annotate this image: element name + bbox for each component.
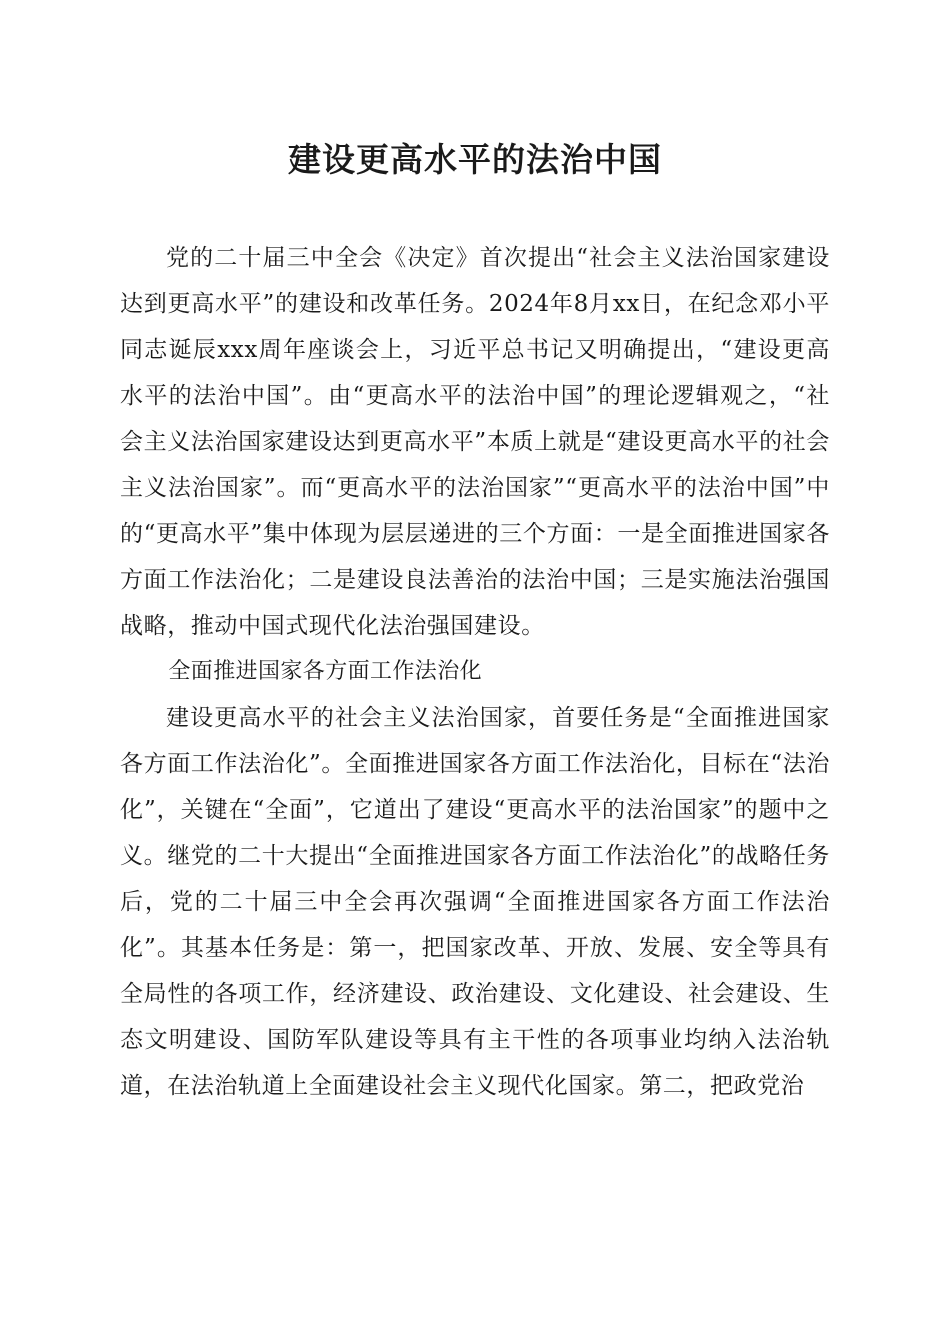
- paragraph-section-1: 建设更高水平的社会主义法治国家，首要任务是“全面推进国家各方面工作法治化”。全面推进国家各方面工作法治化，目标在“法治化”，关键在“全面”，它道出了建设“更高水平的法治国家”的题中之义。继党的二十大提出“全面推进国家各方面工作法治化”的战略任务后，党的二十届三中全会再次强调“全面推进国家各方面工作法治化”。其基本任务是：第一，把国家改革、开放、发展、安全等具有全局性的各项工作，经济建设、政治建设、文化建设、社会建设、生态文明建设、国防军队建设等具有主干性的各项事业均纳入法治轨道，在法治轨道上全面建设社会主义现代化国家。第二，把政党治: [120, 705, 830, 1099]
- section-heading: 全面推进国家各方面工作法治化: [168, 659, 482, 684]
- document-body: [120, 235, 830, 1109]
- paragraph-intro: 党的二十届三中全会《决定》首次提出“社会主义法治国家建设达到更高水平”的建设和改革任务。2024年8月xx日，在纪念邓小平同志诞辰xxx周年座谈会上，习近平总书记又明确提出，“建设更高水平的法治中国”。由“更高水平的法治中国”的理论逻辑观之，“社会主义法治国家建设达到更高水平”本质上就是“建设更高水平的社会主义法治国家”。而“更高水平的法治国家”“更高水平的法治中国”中的“更高水平”集中体现为层层递进的三个方面：一是全面推进国家各方面工作法治化；二是建设良法善治的法治中国；三是实施法治强国战略，推动中国式现代化法治强国建设。: [120, 245, 830, 639]
- document-title: 建设更高水平的法治中国: [288, 140, 662, 179]
